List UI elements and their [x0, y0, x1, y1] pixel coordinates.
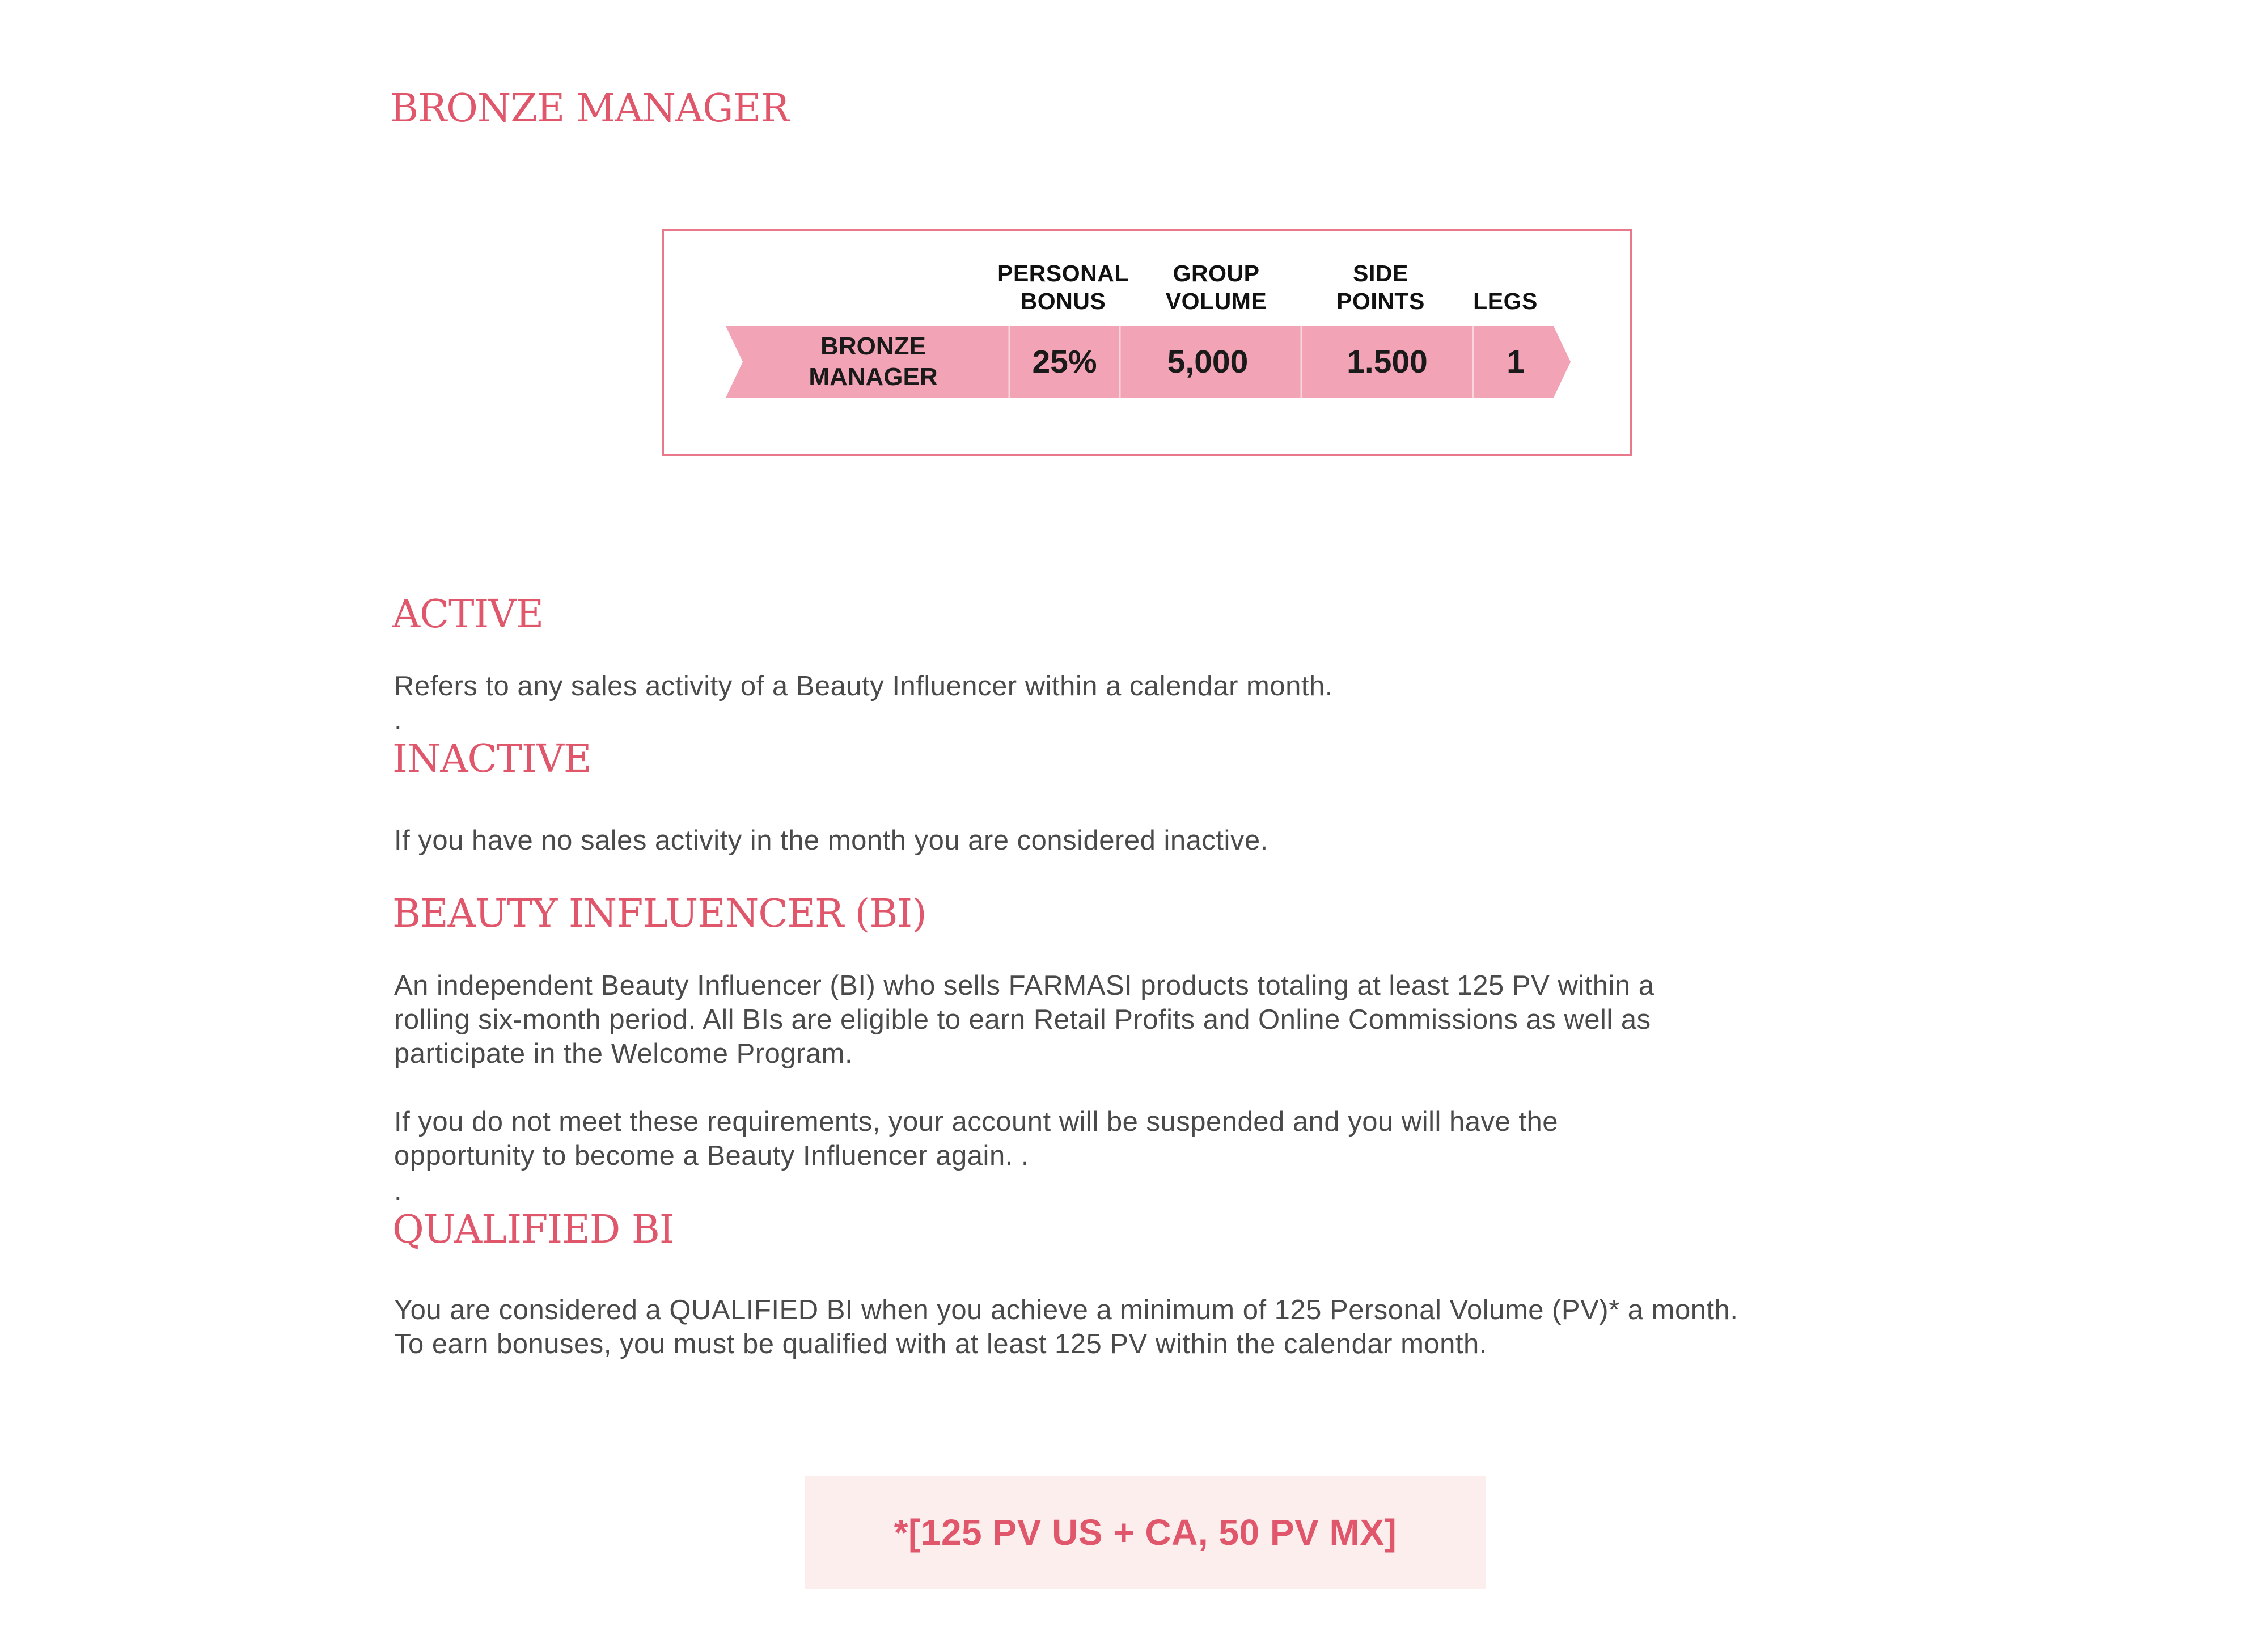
- rank-name-line1: BRONZE: [820, 332, 926, 360]
- header-personal-bonus: [987, 260, 1140, 315]
- paragraph-line: You are considered a QUALIFIED BI when you achieve a minimum of 125 Personal Volume (PV)* a month.: [394, 1295, 1738, 1325]
- side-points-value: 1.500: [1347, 344, 1428, 380]
- beauty-influencer-paragraph-1: [394, 969, 1655, 1071]
- section-heading-qualified-bi: QUALIFIED BI: [392, 1207, 674, 1252]
- header-legs-line1: LEGS: [1473, 288, 1538, 314]
- header-personal-bonus-line1: PERSONAL: [997, 260, 1129, 286]
- header-side-points-line2: POINTS: [1336, 288, 1425, 314]
- header-group-volume: [1140, 260, 1293, 315]
- rank-ribbon: [726, 326, 1571, 398]
- legs-value: 1: [1507, 344, 1525, 380]
- rank-name: [748, 326, 998, 398]
- header-side-points-line1: SIDE: [1353, 260, 1408, 286]
- page-title: BRONZE MANAGER: [390, 86, 789, 131]
- rank-name-line2: MANAGER: [809, 363, 938, 391]
- paragraph-line: An independent Beauty Influencer (BI) who sells FARMASI products totaling at least 125 PV within a: [394, 970, 1655, 1001]
- paragraph-line: opportunity to become a Beauty Influencer again. .: [394, 1140, 1030, 1171]
- paragraph-line: rolling six-month period. All BIs are eligible to earn Retail Profits and Online Commissions as well as: [394, 1004, 1651, 1035]
- inactive-description: If you have no sales activity in the month you are considered inactive.: [394, 825, 1268, 856]
- paragraph-line: If you do not meet these requirements, your account will be suspended and you will have the: [394, 1106, 1558, 1137]
- header-legs: [1452, 288, 1559, 315]
- section-heading-beauty-influencer: BEAUTY INFLUENCER (BI): [392, 892, 926, 936]
- pv-footnote: *[125 PV US + CA, 50 PV MX]: [805, 1476, 1486, 1589]
- beauty-influencer-paragraph-2: [394, 1105, 1558, 1173]
- header-personal-bonus-line2: BONUS: [1020, 288, 1106, 314]
- paragraph-line: participate in the Welcome Program.: [394, 1038, 853, 1069]
- header-group-volume-line1: GROUP: [1173, 260, 1260, 286]
- separator-dot: .: [394, 705, 402, 736]
- section-heading-inactive: INACTIVE: [392, 737, 591, 782]
- active-description: Refers to any sales activity of a Beauty Influencer within a calendar month.: [394, 671, 1333, 702]
- header-side-points: [1304, 260, 1457, 315]
- header-group-volume-line2: VOLUME: [1165, 288, 1267, 314]
- separator-dot: .: [394, 1176, 402, 1206]
- paragraph-line: To earn bonuses, you must be qualified with at least 125 PV within the calendar month.: [394, 1329, 1487, 1359]
- section-heading-active: ACTIVE: [392, 592, 544, 637]
- group-volume-value: 5,000: [1167, 344, 1249, 380]
- qualified-bi-description: [394, 1293, 1738, 1361]
- personal-bonus-value: 25%: [1032, 344, 1097, 380]
